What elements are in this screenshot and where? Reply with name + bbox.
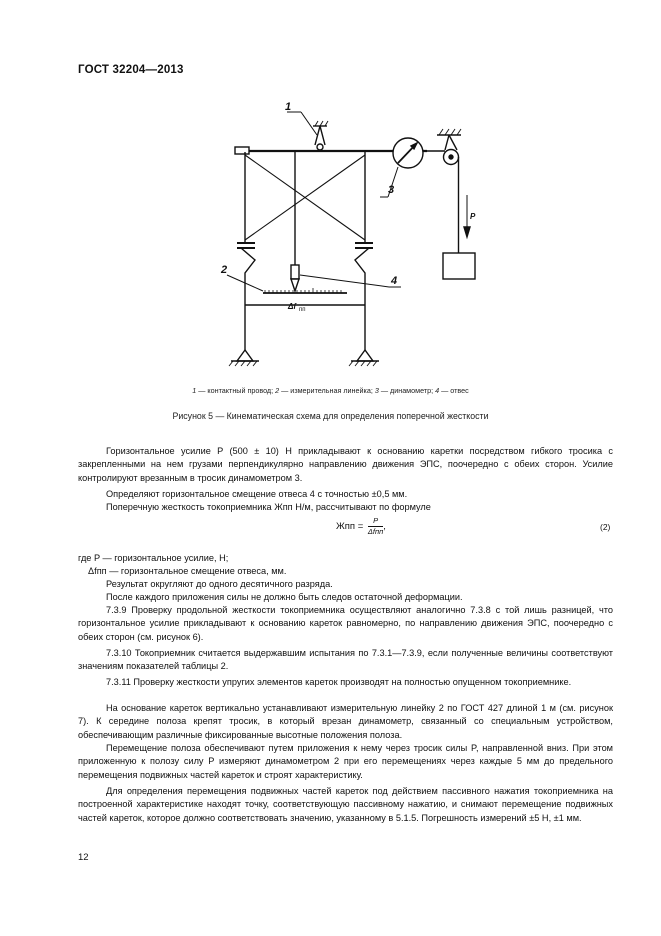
formula <box>336 516 386 537</box>
paragraph: Перемещение полоза обеспечивают путем приложения к нему через тросик силы P, направленной вниз. При этом приложенную к полозу силу P измеряют динамометром 2 при его перемещениях через каждые 5 мм до предельного перемещения подвижных частей кареток и строят характеристику. <box>78 743 613 780</box>
paragraph: Горизонтальное усилие P (500 ± 10) Н прикладывают к основанию каретки посредством гибкого тросика с закрепленными на нем грузами перпендикулярно направлению движения ЭПС, поочередно с обеих сторон. Усилие контролируют врезанным в тросик динамометром 3. <box>78 446 613 483</box>
label-3: 3 <box>388 184 395 196</box>
standard-header: ГОСТ 32204—2013 <box>78 64 184 76</box>
paragraph: Результат округляют до одного десятичного разряда. <box>106 579 333 589</box>
kinematic-scheme-drawing <box>205 95 525 380</box>
paragraph: После каждого приложения силы не должно быть следов остаточной деформации. <box>106 592 463 602</box>
paragraph: На основание кареток вертикально устанавливают измерительную линейку 2 по ГОСТ 427 длиной 1 м (см. рисунок 7). К середине полоза крепят тросик, в который врезан динамометр, связанный со специальным устройством, обеспечивающим различные фиксированные высотные положения полоза. <box>78 703 613 740</box>
force-label: P <box>470 212 476 221</box>
figure-caption: Рисунок 5 — Кинематическая схема для определения поперечной жесткости <box>172 411 489 421</box>
label-2: 2 <box>221 264 228 276</box>
paragraph: Для определения перемещения подвижных частей кареток под действием пассивного нажатия токоприемника на построенной характеристике находят точку, соответствующую пассивному нажатию, и снимают перемещение подвижных частей кареток, которое должно соответствовать значению, указанному в 5.1.5. Погрешность измерений ±5 Н, ±1 мм. <box>78 786 613 823</box>
paragraph: 7.3.11 Проверку жесткости упругих элементов кареток производят на полностью опущенном токоприемнике. <box>106 677 572 687</box>
figure-legend: 1 — контактный провод; 2 — измерительная линейка; 3 — динамометр; 4 — отвес <box>192 386 469 395</box>
paragraph: 7.3.9 Проверку продольной жесткости токоприемника осуществляют аналогично 7.3.8 с той лишь разницей, что горизонтальное усилие прикладывают к основанию кареток равномерно, по направлению движения ЭПС, поочередно с обеих сторон (см. рисунок 6). <box>78 605 613 642</box>
paragraph: Определяют горизонтальное смещение отвеса 4 с точностью ±0,5 мм. <box>106 489 408 499</box>
equation-number: (2) <box>600 522 611 532</box>
formula-denominator: Δfпп <box>367 527 384 536</box>
label-4: 4 <box>391 275 398 287</box>
page-number: 12 <box>78 852 89 863</box>
formula-left: Жпп = <box>336 521 364 533</box>
delta-sub: пп <box>299 307 306 313</box>
weight <box>443 253 475 279</box>
label-1: 1 <box>285 101 292 113</box>
paragraph: 7.3.10 Токоприемник считается выдержавшим испытания по 7.3.1—7.3.9, если полученные величины соответствуют значениям показателей таблицы 2. <box>78 648 613 672</box>
formula-end: , <box>383 521 386 533</box>
where-line: где P — горизонтальное усилие, Н; <box>78 553 229 563</box>
delta-label: Δf <box>288 302 297 311</box>
where-line: Δfпп — горизонтальное смещение отвеса, мм. <box>88 566 287 576</box>
kinematic-scheme-figure <box>205 95 525 380</box>
formula-fraction <box>368 516 383 537</box>
formula-numerator: P <box>368 516 383 527</box>
paragraph: Поперечную жесткость токоприемника Жпп Н/м, рассчитывают по формуле <box>106 502 431 512</box>
